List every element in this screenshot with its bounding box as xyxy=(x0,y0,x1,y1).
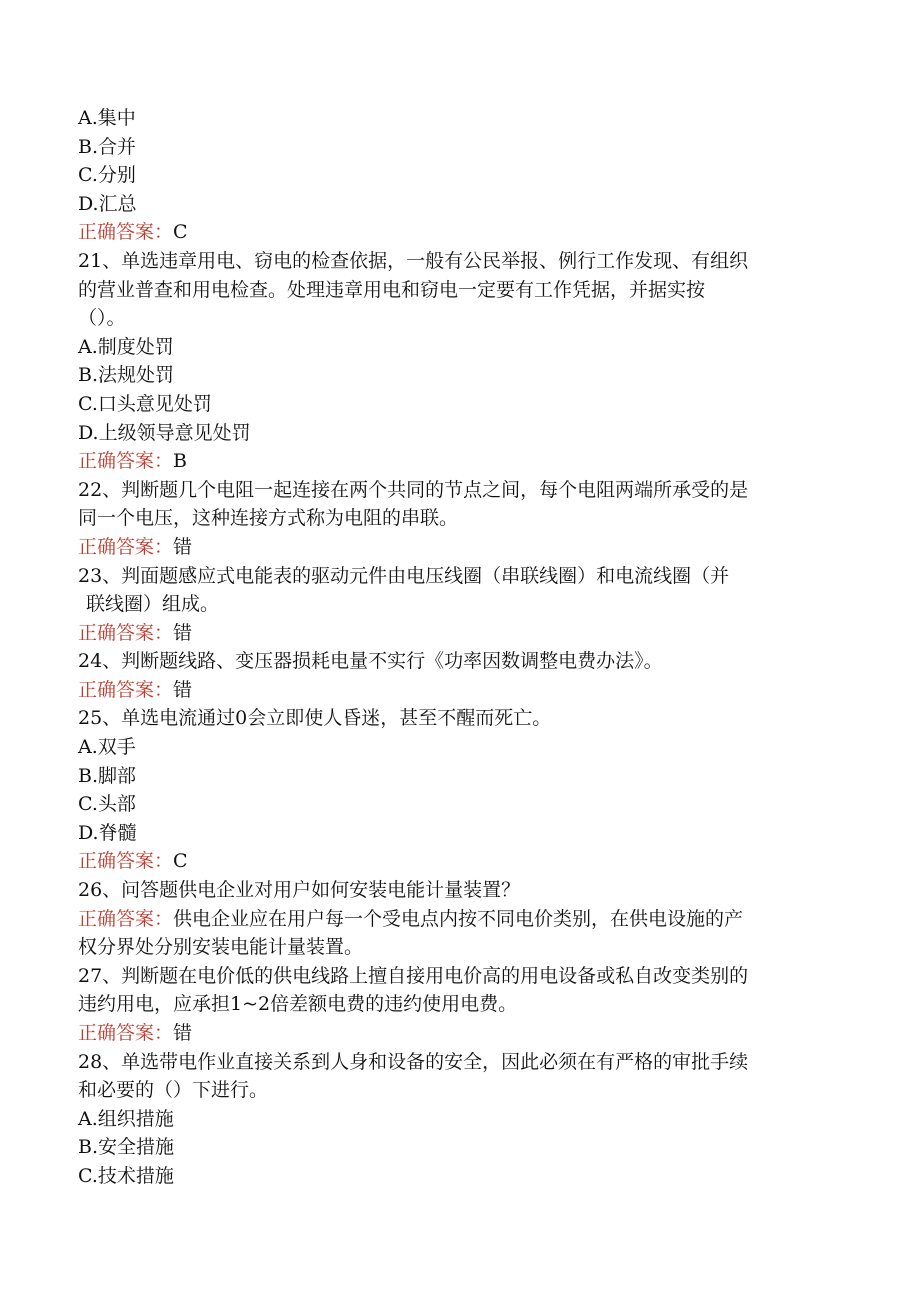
answer-label: 正确答案： xyxy=(78,221,174,244)
option-line: D.上级领导意见处罚 xyxy=(78,421,251,444)
question-text-line: 同一个电压，这种连接方式称为电阻的串联。 xyxy=(78,507,459,530)
question-text-line: 25、单选电流通过0会立即使人昏迷，甚至不醒而死亡。 xyxy=(78,707,552,730)
question-text-line: （）。 xyxy=(78,307,126,330)
answer-label: 正确答案： xyxy=(78,535,174,558)
question-text-line: 28、单选带电作业直接关系到人身和设备的安全，因此必须在有严格的审批手续 xyxy=(78,1050,749,1073)
answer-continuation-line: 权分界处分别安装电能计量装置。 xyxy=(78,936,364,959)
option-line: D.汇总 xyxy=(78,192,137,215)
question-block xyxy=(78,476,848,562)
answer-line xyxy=(78,905,848,934)
option-line: B.安全措施 xyxy=(78,1136,175,1159)
question-block xyxy=(78,647,848,704)
answer-label: 正确答案： xyxy=(78,907,174,930)
answer-line xyxy=(78,1019,848,1048)
answer-value: 错 xyxy=(173,621,193,644)
answer-label: 正确答案： xyxy=(78,621,174,644)
question-text-line: 和必要的（）下进行。 xyxy=(78,1079,269,1102)
answer-line xyxy=(78,847,848,876)
question-block xyxy=(78,1048,848,1191)
answer-label: 正确答案： xyxy=(78,850,174,873)
answer-value: 错 xyxy=(173,1022,193,1044)
question-text-line: 24、判断题线路、变压器损耗电量不实行《功率因数调整电费办法》。 xyxy=(78,650,663,673)
question-text-line: 联线圈）组成。 xyxy=(86,593,220,616)
question-text-line: 违约用电，应承担1~2倍差额电费的违约使用电费。 xyxy=(78,993,518,1016)
option-line: A.双手 xyxy=(78,736,136,759)
option-line: A.组织措施 xyxy=(78,1107,174,1130)
answer-value: 错 xyxy=(173,535,193,558)
answer-value: 错 xyxy=(173,678,193,701)
option-line: A.集中 xyxy=(78,107,136,129)
option-line: B.法规处罚 xyxy=(78,364,175,387)
option-line: D.脊髓 xyxy=(78,821,137,844)
question-text-line: 21、单选违章用电、窃电的检查依据，一般有公民举报、例行工作发现、有组织 xyxy=(78,249,749,272)
answer-label: 正确答案： xyxy=(78,450,174,473)
question-block xyxy=(78,247,848,476)
answer-line xyxy=(78,533,848,562)
option-line: B.合并 xyxy=(78,135,137,158)
answer-value: B xyxy=(173,450,187,473)
answer-value: C xyxy=(173,850,188,873)
document-page xyxy=(78,104,848,1191)
option-line: B.脚部 xyxy=(78,764,137,787)
option-line: C.口头意见处罚 xyxy=(78,392,212,415)
question-text-line: 22、判断题几个电阻一起连接在两个共同的节点之间，每个电阻两端所承受的是 xyxy=(78,478,749,501)
question-block xyxy=(78,562,848,648)
answer-value: C xyxy=(173,221,188,244)
option-line: C.技术措施 xyxy=(78,1164,174,1187)
question-text-line: 的营业普查和用电检查。处理违章用电和窃电一定要有工作凭据，并据实按 xyxy=(78,278,706,301)
question-block xyxy=(78,704,848,876)
option-line: C.分别 xyxy=(78,164,136,187)
question-block xyxy=(78,876,848,962)
option-line: A.制度处罚 xyxy=(78,335,174,358)
question-block xyxy=(78,962,848,1048)
question-text-line: 27、判断题在电价低的供电线路上擅自接用电价高的用电设备或私自改变类别的 xyxy=(78,964,749,987)
option-line: C.头部 xyxy=(78,793,136,816)
answer-line xyxy=(78,447,848,476)
prev-question-block xyxy=(78,104,848,247)
answer-line xyxy=(78,218,848,247)
answer-line xyxy=(78,619,848,648)
answer-line xyxy=(78,676,848,705)
answer-label: 正确答案： xyxy=(78,1022,174,1044)
question-text-line: 23、判面题感应式电能表的驱动元件由电压线圈（串联线圈）和电流线圈（并 xyxy=(78,564,730,587)
answer-value: 供电企业应在用户每一个受电点内按不同电价类别，在供电设施的产 xyxy=(173,907,744,930)
question-text-line: 26、问答题供电企业对用户如何安装电能计量装置？ xyxy=(78,879,521,902)
answer-label: 正确答案： xyxy=(78,678,174,701)
